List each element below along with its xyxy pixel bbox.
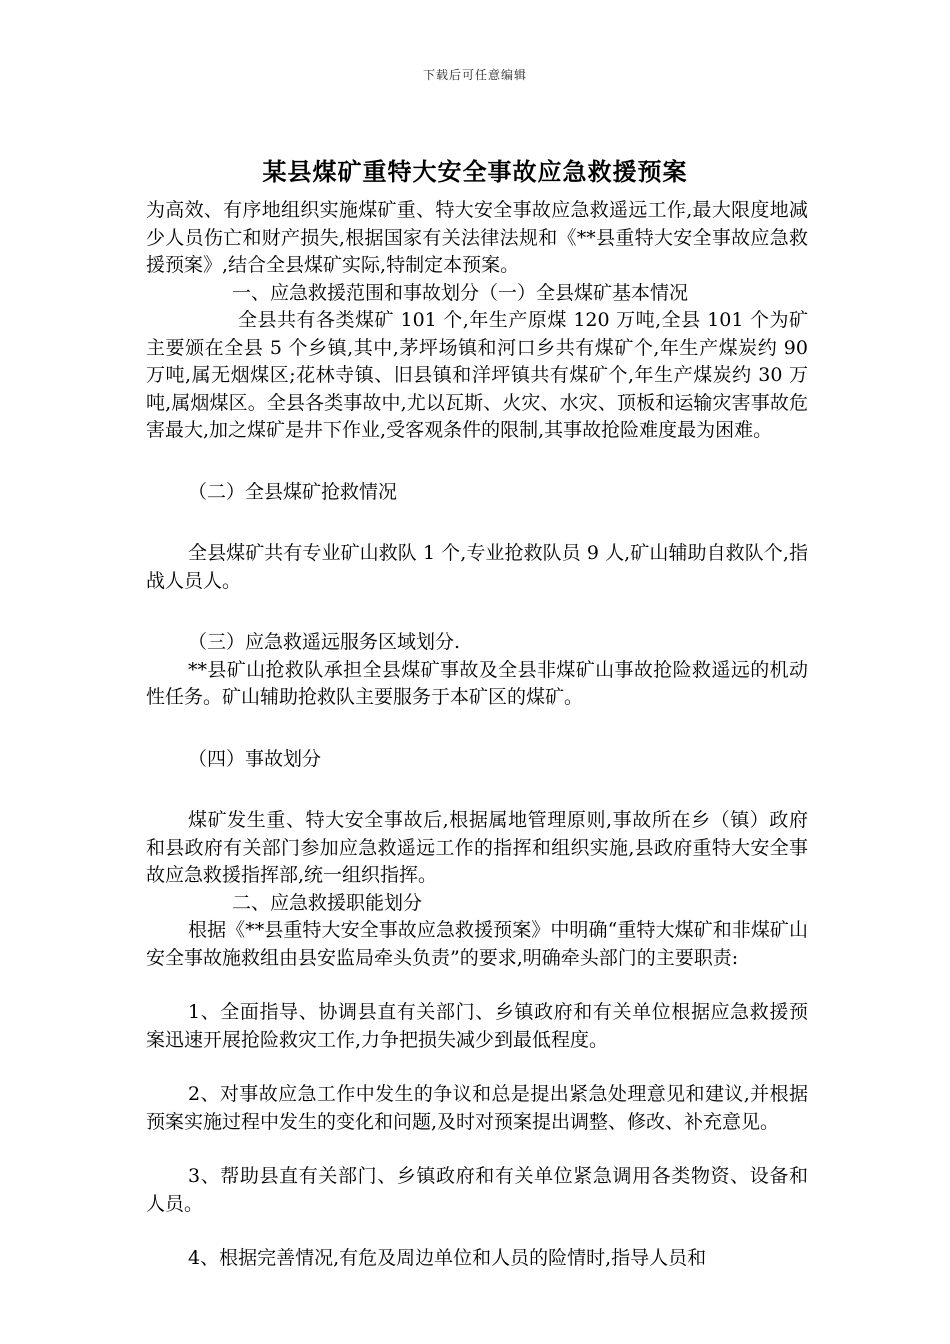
duty-item-1: 1、全面指导、协调县直有关部门、乡镇政府和有关单位根据应急救援预案迅速开展抢险救灾工作,力争把损失减少到最低程度。 (146, 1001, 808, 1051)
subsection3-body: **县矿山抢救队承担全县煤矿事故及全县非煤矿山事故抢险救遥远的机动性任务。矿山辅助抢救队主要服务于本矿区的煤矿。 (146, 658, 808, 708)
document-body (146, 197, 808, 1273)
subsection2-heading: （二）全县煤矿抢救情况 (188, 480, 398, 503)
subsection4-heading: （四）事故划分 (188, 747, 322, 770)
intro-paragraph: 为高效、有序地组织实施煤矿重、特大安全事故应急救遥远工作,最大限度地减少人员伤亡和财产损失,根据国家有关法律法规和《**县重特大安全事故应急救援预案》,结合全县煤矿实际,特制定本预案。 (146, 199, 808, 276)
subsection4-body: 煤矿发生重、特大安全事故后,根据属地管理原则,事故所在乡（镇）政府和县政府有关部门参加应急救遥远工作的指挥和组织实施,县政府重特大安全事故应急救援指挥部,统一组织指挥。 (146, 809, 808, 886)
subsection2-body: 全县煤矿共有专业矿山救队 1 个,专业抢救队员 9 人,矿山辅助自救队个,指战人员人。 (146, 542, 808, 592)
section2-body: 根据《**县重特大安全事故应急救援预案》中明确“重特大煤矿和非煤矿山安全事故施救组由县安监局牵头负责”的要求,明确牵头部门的主要职责: (146, 919, 808, 969)
section1-body: 全县共有各类煤矿 101 个,年生产原煤 120 万吨,全县 101 个为矿主要颁在全县 5 个乡镇,其中,茅坪场镇和河口乡共有煤矿个,年生产煤炭约 90 万吨,属无烟煤区;花林寺镇、旧县镇和洋坪镇共有煤矿个,年生产煤炭约 30 万吨,属烟煤区。全县各类事故中,尤以瓦斯、火灾、水灾、顶板和运输灾害事故危害最大,加之煤矿是井下作业,受客观条件的限制,其事故抢险难度最为困难。 (146, 309, 808, 441)
duty-item-3: 3、帮助县直有关部门、乡镇政府和有关单位紧急调用各类物资、设备和人员。 (146, 1165, 808, 1215)
document-title: 某县煤矿重特大安全事故应急救援预案 (262, 157, 688, 186)
section1-heading: 一、应急救援范围和事故划分（一）全县煤矿基本情况 (232, 281, 689, 304)
duty-item-4: 4、根据完善情况,有危及周边单位和人员的险情时,指导人员和 (188, 1247, 707, 1269)
subsection3-heading: （三）应急救遥远服务区域划分. (188, 631, 461, 653)
section2-heading: 二、应急救援职能划分 (232, 891, 423, 914)
duty-item-2: 2、对事故应急工作中发生的争议和总是提出紧急处理意见和建议,并根据预案实施过程中发生的变化和问题,及时对预案提出调整、修改、补充意见。 (146, 1083, 808, 1133)
header-note: 下载后可任意编辑 (422, 68, 527, 82)
